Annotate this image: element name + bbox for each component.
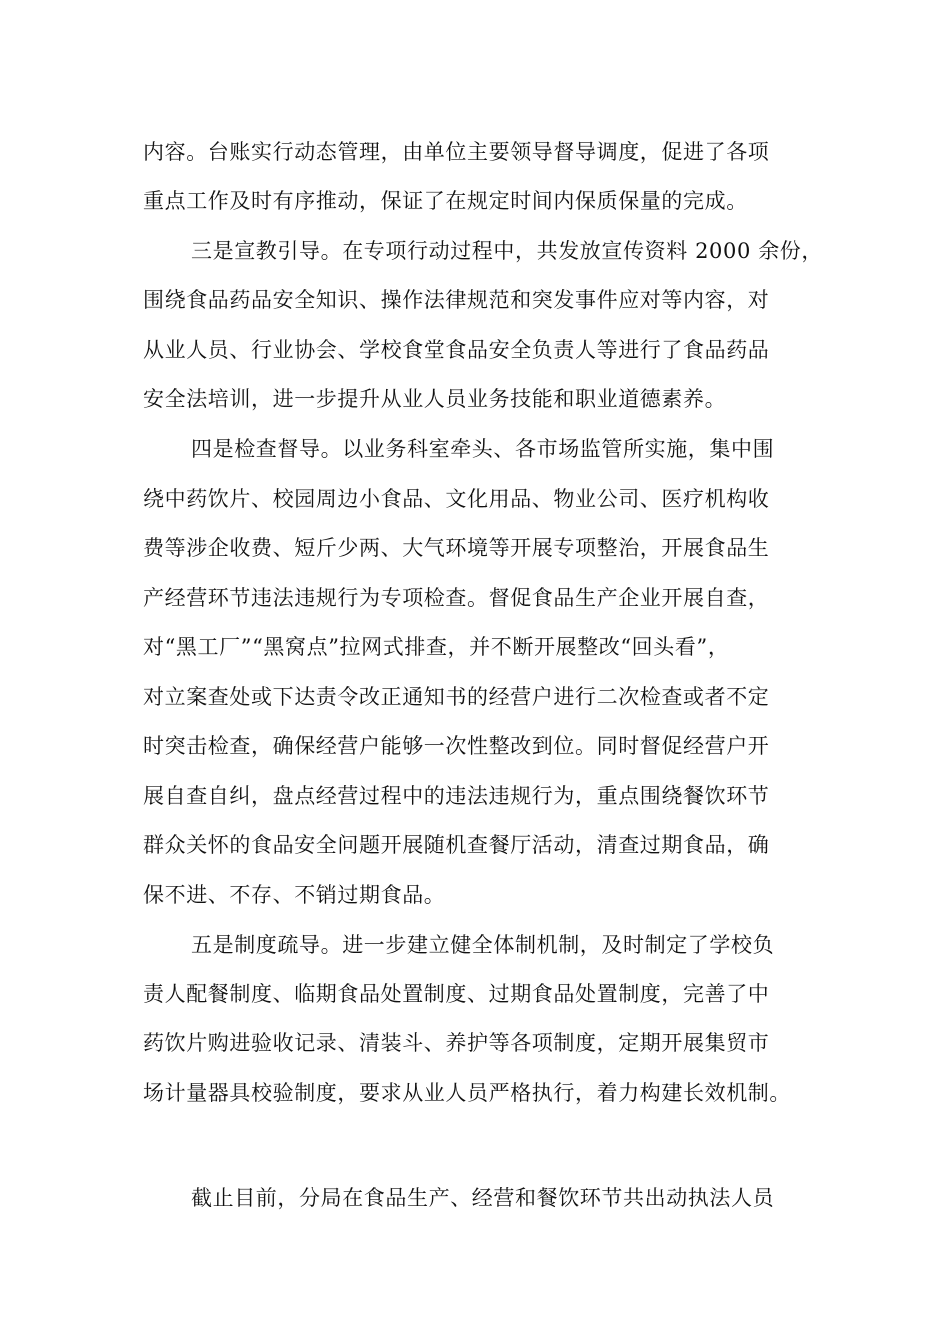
text-line: 保不进、不存、不销过期食品。: [143, 883, 446, 907]
text-line: 安全法培训，进一步提升从业人员业务技能和职业道德素养。: [143, 387, 727, 411]
text-line: 群众关怀的食品安全问题开展随机查餐厅活动，清查过期食品，确: [143, 833, 770, 857]
text-line: 产经营环节违法违规行为专项检查。督促食品生产企业开展自查，: [143, 586, 770, 610]
text-line: 内容。台账实行动态管理，由单位主要领导督导调度，促进了各项: [143, 140, 770, 164]
text-line: 责人配餐制度、临期食品处置制度、过期食品处置制度，完善了中: [143, 982, 770, 1006]
text-line: 围绕食品药品安全知识、操作法律规范和突发事件应对等内容，对: [143, 288, 770, 312]
paragraph-start: 截止目前，分局在食品生产、经营和餐饮环节共出动执法人员: [191, 1186, 775, 1210]
paragraph-start: 三是宣教引导。在专项行动过程中，共发放宣传资料 2000 余份，: [191, 239, 823, 263]
text-line: 对立案查处或下达责令改正通知书的经营户进行二次检查或者不定: [143, 685, 770, 709]
text-line: 展自查自纠，盘点经营过程中的违法违规行为，重点围绕餐饮环节: [143, 784, 770, 808]
paragraph-start: 四是检查督导。以业务科室牵头、各市场监管所实施，集中围: [191, 437, 775, 461]
paragraph-start: 五是制度疏导。进一步建立健全体制机制，及时制定了学校负: [191, 933, 775, 957]
text-line: 绕中药饮片、校园周边小食品、文化用品、物业公司、医疗机构收: [143, 487, 770, 511]
text-line: 时突击检查，确保经营户能够一次性整改到位。同时督促经营户开: [143, 734, 770, 758]
text-line: 重点工作及时有序推动，保证了在规定时间内保质保量的完成。: [143, 189, 748, 213]
text-line: 场计量器具校验制度，要求从业人员严格执行，着力构建长效机制。: [143, 1081, 791, 1105]
text-line: 从业人员、行业协会、学校食堂食品安全负责人等进行了食品药品: [143, 338, 770, 362]
text-line: 药饮片购进验收记录、清装斗、养护等各项制度，定期开展集贸市: [143, 1031, 770, 1055]
text-line: 对“黑工厂”“黑窝点”拉网式排查，并不断开展整改“回头看”，: [143, 635, 730, 659]
text-line: 费等涉企收费、短斤少两、大气环境等开展专项整治，开展食品生: [143, 536, 770, 560]
